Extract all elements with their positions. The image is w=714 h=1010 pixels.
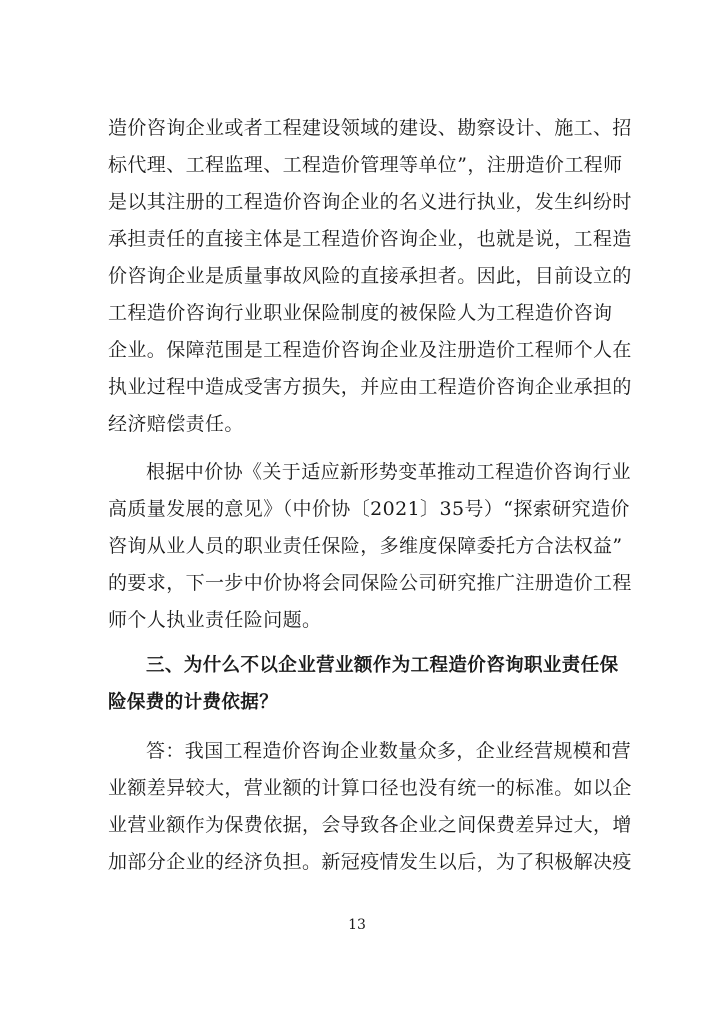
paragraph-2-line-3: 咨询从业人员的职业责任保险，多维度保障委托方合法权益”	[108, 535, 623, 557]
paragraph-2-line-5: 师个人执业责任险问题。	[108, 609, 322, 631]
paragraph-1-line-8: 执业过程中造成受害方损失，并应由工程造价咨询企业承担的	[108, 376, 632, 398]
paragraph-1-line-2: 标代理、工程监理、工程造价管理等单位”，注册造价工程师	[108, 154, 623, 176]
page-number: 13	[348, 917, 366, 933]
section-heading-line-1: 三、为什么不以企业营业额作为工程造价咨询职业责任保	[146, 655, 619, 676]
paragraph-2-line-1: 根据中价协《关于适应新形势变革推动工程造价咨询行业	[146, 461, 632, 483]
paragraph-1-line-7: 企业。保障范围是工程造价咨询企业及注册造价工程师个人在	[108, 339, 632, 361]
paragraph-2-line-4: 的要求，下一步中价协将会同保险公司研究推广注册造价工程	[108, 572, 632, 594]
paragraph-1-line-3: 是以其注册的工程造价咨询企业的名义进行执业，发生纠纷时	[108, 191, 632, 213]
paragraph-1-line-5: 价咨询企业是质量事故风险的直接承担者。因此，目前设立的	[108, 265, 632, 287]
paragraph-3-line-1: 答：我国工程造价咨询企业数量众多，企业经营规模和营	[146, 740, 632, 762]
paragraph-3-line-3: 业营业额作为保费依据，会导致各企业之间保费差异过大，增	[108, 814, 632, 836]
paragraph-1-line-6: 工程造价咨询行业职业保险制度的被保险人为工程造价咨询	[108, 302, 613, 324]
paragraph-2-line-2: 高质量发展的意见》（中价协〔2021〕35号）“探索研究造价	[108, 498, 630, 520]
paragraph-1-line-9: 经济赔偿责任。	[108, 413, 244, 435]
paragraph-1-line-1: 造价咨询企业或者工程建设领域的建设、勘察设计、施工、招	[108, 117, 632, 139]
paragraph-3-line-2: 业额差异较大，营业额的计算口径也没有统一的标准。如以企	[108, 777, 632, 799]
paragraph-1-line-4: 承担责任的直接主体是工程造价咨询企业，也就是说，工程造	[108, 228, 632, 250]
section-heading-line-2: 险保费的计费依据？	[108, 692, 279, 713]
paragraph-3-line-4: 加部分企业的经济负担。新冠疫情发生以后，为了积极解决疫	[108, 851, 632, 873]
